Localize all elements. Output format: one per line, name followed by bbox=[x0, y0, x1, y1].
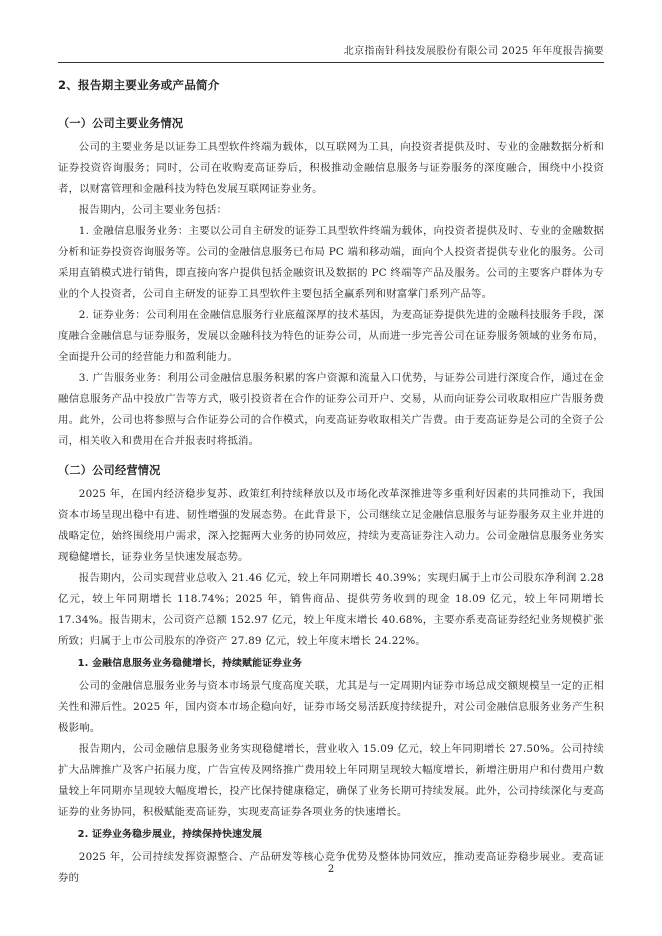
paragraph: 报告期内，公司金融信息服务业务实现稳健增长，营业收入 15.09 亿元，较上年同期增长 27.50%。公司持续扩大品牌推广及客户拓展力度，广告宣传及网络推广费用较上年同期呈现较大幅度增长，新增注册用户和付费用户数量较上年同期亦呈现较大幅度增长，投产比保持健康稳定，确保了业务长期可持续发展。此外，公司持续深化与麦高证券的业务协同，积极赋能麦高证券，实现麦高证券各项业务的快速增长。 bbox=[58, 743, 604, 818]
item-title-financial-info: 1. 金融信息服务业务稳健增长，持续赋能证券业务 bbox=[77, 658, 303, 669]
paragraph: 报告期内，公司主要业务包括： bbox=[78, 204, 228, 216]
paragraph: 2. 证券业务：公司利用在金融信息服务行业底蕴深厚的技术基因，为麦高证券提供先进的金融科技服务手段，深度融合金融信息与证券服务，发展以金融科技为特色的证券公司，从而进一步完善公司在证券服务领域的业务布局，全面提升公司的经营能力和盈利能力。 bbox=[58, 309, 604, 363]
paragraph: 2025 年，公司持续发挥资源整合、产品研发等核心竞争优势及整体协同效应，推动麦高证券稳步展业。麦高证券的 bbox=[58, 851, 604, 884]
report-header: 北京指南针科技发展股份有限公司 2025 年年度报告摘要 bbox=[343, 46, 604, 57]
item-title-securities: 2. 证券业务稳步展业，持续保持快速发展 bbox=[77, 829, 263, 840]
paragraph: 公司的主要业务是以证券工具型软件终端为载体，以互联网为工具，向投资者提供及时、专业的金融数据分析和证券投资咨询服务；同时，公司在收购麦高证券后，积极推动金融信息服务与证券服务的深度融合，围绕中小投资者，以财富管理和金融科技为特色发展互联网证券业务。 bbox=[58, 141, 604, 195]
page-content bbox=[58, 74, 604, 889]
paragraph: 2025 年，在国内经济稳步复苏、政策红利持续释放以及市场化改革深推进等多重利好因素的共同推动下，我国资本市场呈现出稳中有进、韧性增强的发展态势。在此背景下，公司继续立足金融信息服务与证券服务双主业并进的战略定位，始终围绕用户需求，深入挖掘两大业务的协同效应，持续为麦高证券注入动力。公司金融信息服务业务实现稳健增长，证券业务呈快速发展态势。 bbox=[58, 488, 604, 563]
subsection-title-operations: （二）公司经营情况 bbox=[58, 464, 161, 477]
page-number: 2 bbox=[327, 864, 335, 875]
paragraph: 公司的金融信息服务业务与资本市场景气度高度关联，尤其是与一定周期内证券市场总成交额规模呈一定的正相关性和滞后性。2025 年，国内资本市场企稳向好，证券市场交易活跃度持续提升，对公司金融信息服务业务产生积极影响。 bbox=[58, 680, 604, 734]
paragraph: 1. 金融信息服务业务：主要以公司自主研发的证券工具型软件终端为载体，向投资者提供及时、专业的金融数据分析和证券投资咨询服务等。公司的金融信息服务已布局 PC 端和移动端，面向个人投资者提供专业化的服务。公司采用直销模式进行销售，即直接向客户提供包括金融资讯及数据的 PC 终端等产品及服务。公司的主要客户群体为专业的个人投资者，公司自主研发的证券工具型软件主要包括全赢系列和财富掌门系列产品等。 bbox=[58, 225, 604, 300]
paragraph: 报告期内，公司实现营业总收入 21.46 亿元，较上年同期增长 40.39%；实现归属于上市公司股东净利润 2.28 亿元，较上年同期增长 118.74%；2025 年，销售商品、提供劳务收到的现金 18.09 亿元，较上年同期增长 17.34%。报告期末，公司资产总额 152.97 亿元，较上年度末增长 40.68%，主要亦系麦高证券经纪业务规模扩张所致；归属于上市公司股东的净资产 27.89 亿元，较上年度末增长 24.22%。 bbox=[58, 572, 604, 647]
subsection-title-business: （一）公司主要业务情况 bbox=[58, 117, 184, 130]
section-title: 2、报告期主要业务或产品简介 bbox=[58, 78, 220, 92]
paragraph: 3. 广告服务业务：利用公司金融信息服务积累的客户资源和流量入口优势，与证券公司进行深度合作，通过在金融信息服务产品中投放广告等方式，吸引投资者在合作的证券公司开户、交易，从而向证券公司收取相应广告服务费用。此外，公司也将参照与合作证券公司的合作模式，向麦高证券收取相关广告费。由于麦高证券是公司的全资子公司，相关收入和费用在合并报表时将抵消。 bbox=[58, 372, 604, 447]
header-divider bbox=[58, 62, 604, 63]
